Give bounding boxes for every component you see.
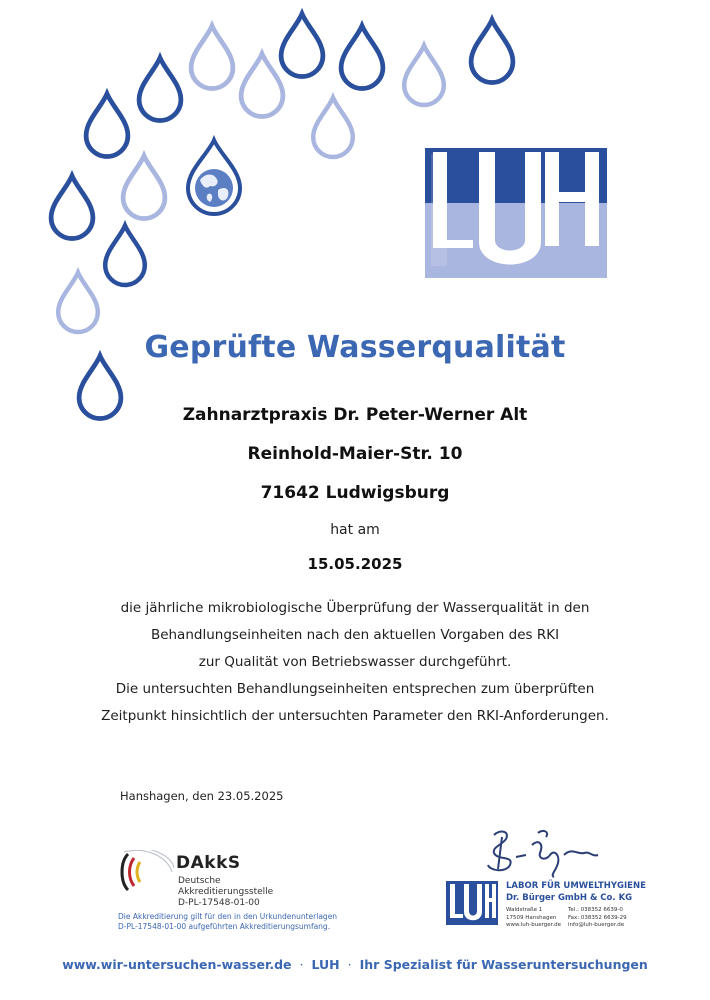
dakks-note-line: Die Akkreditierung gilt für den in den Urkundenunterlagen (118, 912, 338, 921)
water-drop-icon (139, 58, 181, 121)
certificate-title: Geprüfte Wasserqualität (144, 330, 566, 365)
signature (480, 825, 620, 880)
lab-contact-block (446, 877, 646, 937)
dakks-line: D-PL-17548-01-00 (178, 898, 260, 908)
body-line: die jährliche mikrobiologische Überprüfung der Wasserqualität in den (120, 600, 590, 616)
water-drop-icon (123, 156, 165, 219)
footer-separator: · (299, 957, 304, 972)
water-drop-icon (86, 94, 128, 157)
water-drop-icon (313, 98, 353, 157)
dakks-line: Deutsche (178, 876, 221, 886)
place-date: Hanshagen, den 23.05.2025 (120, 789, 284, 803)
recipient-city: 71642 Ludwigsburg (260, 483, 450, 503)
dakks-note-line: D-PL-17548-01-00 aufgeführten Akkreditierungsumfang. (118, 922, 331, 931)
dakks-accreditation (118, 850, 378, 940)
water-drop-icon (191, 26, 233, 89)
dakks-details (178, 876, 273, 909)
lab-town: 17509 Hanshagen (506, 914, 557, 921)
body-line: Die untersuchten Behandlungseinheiten entsprechen zum überprüften (115, 681, 595, 697)
lab-email[interactable]: info@luh-buerger.de (568, 922, 625, 928)
dakks-name: DAkkS (176, 853, 241, 873)
lab-web[interactable]: www.luh-buerger.de (506, 922, 562, 928)
footer-separator: · (347, 957, 352, 972)
body-line: zur Qualität von Betriebswasser durchgeführt. (198, 654, 512, 670)
footer-website[interactable]: www.wir-untersuchen-wasser.de (62, 957, 292, 972)
water-drop-icon (471, 20, 513, 83)
recipient-street: Reinhold-Maier-Str. 10 (247, 444, 463, 464)
luh-small-logo-icon (446, 881, 498, 925)
water-drop-icon (105, 226, 145, 285)
water-drop-icon (51, 176, 93, 239)
water-drop-icon (58, 273, 98, 332)
inspection-date: 15.05.2025 (307, 555, 403, 573)
dakks-note (118, 912, 337, 932)
water-drop-icon (281, 14, 323, 77)
globe-drop-icon (188, 140, 240, 214)
footer-slogan: Ihr Spezialist für Wasseruntersuchungen (359, 957, 648, 972)
water-drop-icon (341, 26, 383, 89)
luh-logo-icon (425, 148, 607, 278)
lab-contact-details (506, 907, 627, 930)
body-line: Behandlungseinheiten nach den aktuellen Vorgaben des RKI (150, 627, 560, 643)
footer-brand: LUH (311, 957, 340, 972)
lab-tel: Tel.: 038352 6639-0 (568, 907, 623, 913)
certificate-body (0, 595, 710, 730)
lab-fax: Fax: 038352 6639-29 (568, 914, 627, 921)
lab-name-line2: Dr. Bürger GmbH & Co. KG (506, 893, 633, 903)
body-line: Zeitpunkt hinsichtlich der untersuchten Parameter den RKI-Anforderungen. (101, 708, 609, 724)
water-drop-icon (404, 46, 444, 105)
water-drop-icon (241, 54, 283, 117)
intro-text: hat am (330, 522, 380, 538)
recipient-practice: Zahnarztpraxis Dr. Peter-Werner Alt (182, 405, 528, 425)
dakks-logo-icon (118, 850, 174, 894)
footer (0, 957, 710, 972)
lab-name-line1: LABOR FÜR UMWELTHYGIENE (506, 881, 646, 891)
dakks-line: Akkreditierungsstelle (178, 887, 274, 897)
lab-street: Waldstraße 1 (506, 907, 543, 913)
